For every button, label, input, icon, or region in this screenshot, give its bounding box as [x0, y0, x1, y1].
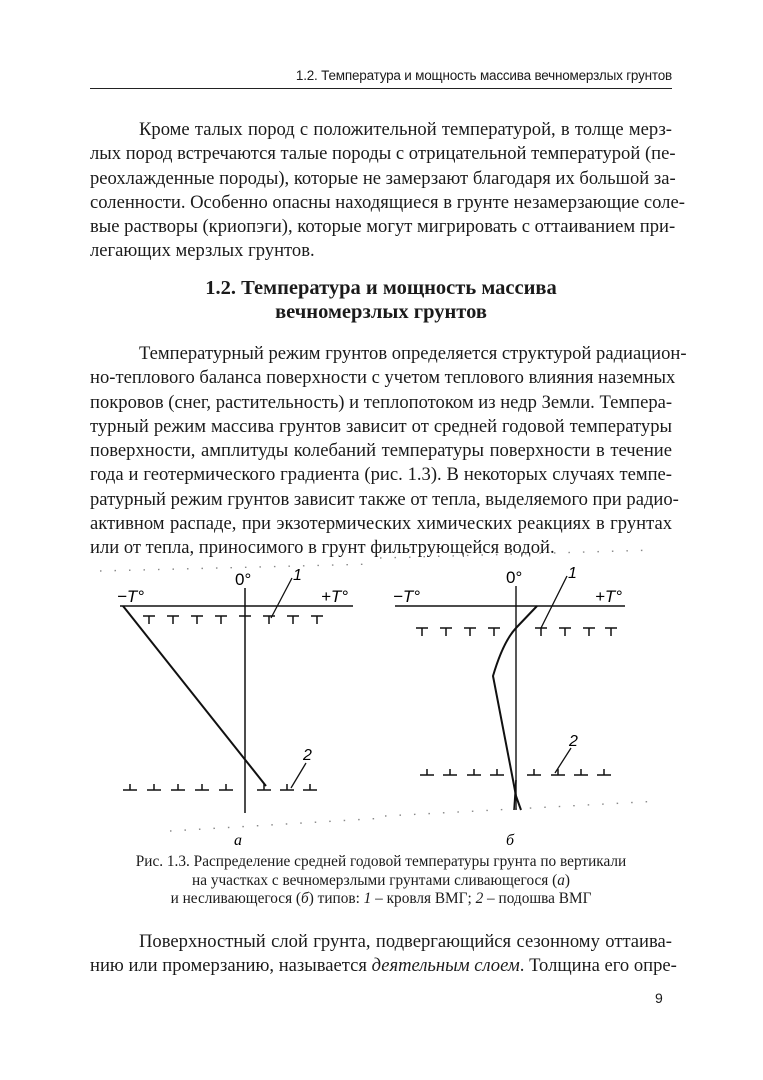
paragraph-text: . Толщина его опре-: [519, 955, 677, 977]
caption-line-3: [90, 890, 672, 909]
caption-text: – кровля ВМГ;: [371, 890, 476, 907]
paragraph-line: Поверхностный слой грунта, подвергающийся сезонному оттаива-: [139, 931, 672, 952]
caption-text: ) типов:: [308, 890, 364, 907]
panel-a-diagram: [120, 578, 353, 813]
caption-text: на участках с вечномерзлыми грунтами сливающегося (: [192, 871, 558, 889]
panel-b-label-1: 1: [568, 565, 577, 582]
section-heading-line-2: вечномерзлых грунтов: [275, 301, 487, 323]
paragraph-line: лых пород встречаются талые породы с отрицательной температурой (пе-: [90, 143, 676, 165]
figure-1-3: [95, 548, 665, 848]
panel-a-label-1: 1: [293, 567, 302, 584]
running-head: 1.2. Температура и мощность массива вечномерзлых грунтов: [90, 68, 672, 89]
panel-a-sub-label: а: [234, 832, 242, 848]
section-heading: [90, 276, 672, 324]
paragraph-line: года и геотермического градиента (рис. 1.3). В некоторых случаях темпе-: [90, 464, 672, 486]
caption-line-1: Рис. 1.3. Распределение средней годовой температуры грунта по вертикали: [135, 853, 627, 870]
caption-italic: 2: [475, 890, 484, 907]
paragraph-1: [90, 118, 685, 264]
paragraph-line: ратурный режим грунтов зависит также от тепла, выделяемого при радио-: [90, 488, 679, 510]
panel-b-plus-t-label: +T°: [595, 587, 623, 606]
caption-italic: 1: [363, 890, 372, 907]
caption-italic: а: [557, 871, 565, 889]
caption-text: – подошва ВМГ: [483, 890, 592, 907]
panel-a-plus-t-label: +T°: [321, 587, 349, 606]
panel-b-zero-label: 0°: [506, 568, 523, 587]
paragraph-line: турный режим массива грунтов зависит от средней годовой температуры: [90, 415, 672, 437]
paragraph-line: поверхности, амплитуды колебаний температуры поверхности в течение: [90, 440, 672, 462]
panel-b-diagram: [395, 576, 625, 810]
panel-b-sub-label: б: [506, 832, 515, 848]
paragraph-line: [90, 954, 677, 978]
caption-line-2: [90, 872, 672, 891]
caption-text: ): [564, 871, 570, 889]
term-italic: деятельным слоем: [371, 955, 520, 977]
paragraph-text: нию или промерзанию, называется: [90, 955, 372, 977]
paragraph-line: или от тепла, приносимого в грунт фильтрующейся водой.: [90, 537, 555, 559]
panel-b-label-2: 2: [569, 733, 578, 750]
paragraph-line: но-теплового баланса поверхности с учетом теплового влияния наземных: [90, 367, 676, 389]
paragraph-line: вые растворы (криопэги), которые могут мигрировать с оттаиванием при-: [90, 216, 676, 238]
caption-text: и несливающегося (: [170, 890, 302, 907]
panel-a-minus-t-label: −T°: [117, 587, 145, 606]
section-heading-line-1: 1.2. Температура и мощность массива: [205, 277, 557, 299]
figure-caption: [90, 853, 672, 909]
paragraph-line: Кроме талых пород с положительной температурой, в толще мерз-: [139, 119, 672, 140]
paragraph-line: покровов (снег, растительность) и теплопотоком из недр Земли. Темпера-: [90, 391, 673, 413]
paragraph-line: Температурный режим грунтов определяется структурой радиацион-: [139, 343, 687, 364]
page-number: 9: [655, 990, 663, 1006]
panel-a-label-2: 2: [303, 747, 312, 764]
caption-italic: б: [301, 890, 309, 907]
paragraph-line: активном распаде, при экзотермических химических реакциях в грунтах: [90, 513, 672, 535]
paragraph-line: реохлажденные породы), которые не замерзают благодаря их большой за-: [90, 167, 676, 189]
panel-b-minus-t-label: −T°: [393, 587, 421, 606]
paragraph-2: [90, 342, 687, 561]
paragraph-line: соленности. Особенно опасны находящиеся в грунте незамерзающие соле-: [90, 191, 685, 213]
paragraph-3: [90, 930, 677, 979]
paragraph-line: легающих мерзлых грунтов.: [90, 240, 315, 262]
panel-a-zero-label: 0°: [235, 570, 252, 589]
